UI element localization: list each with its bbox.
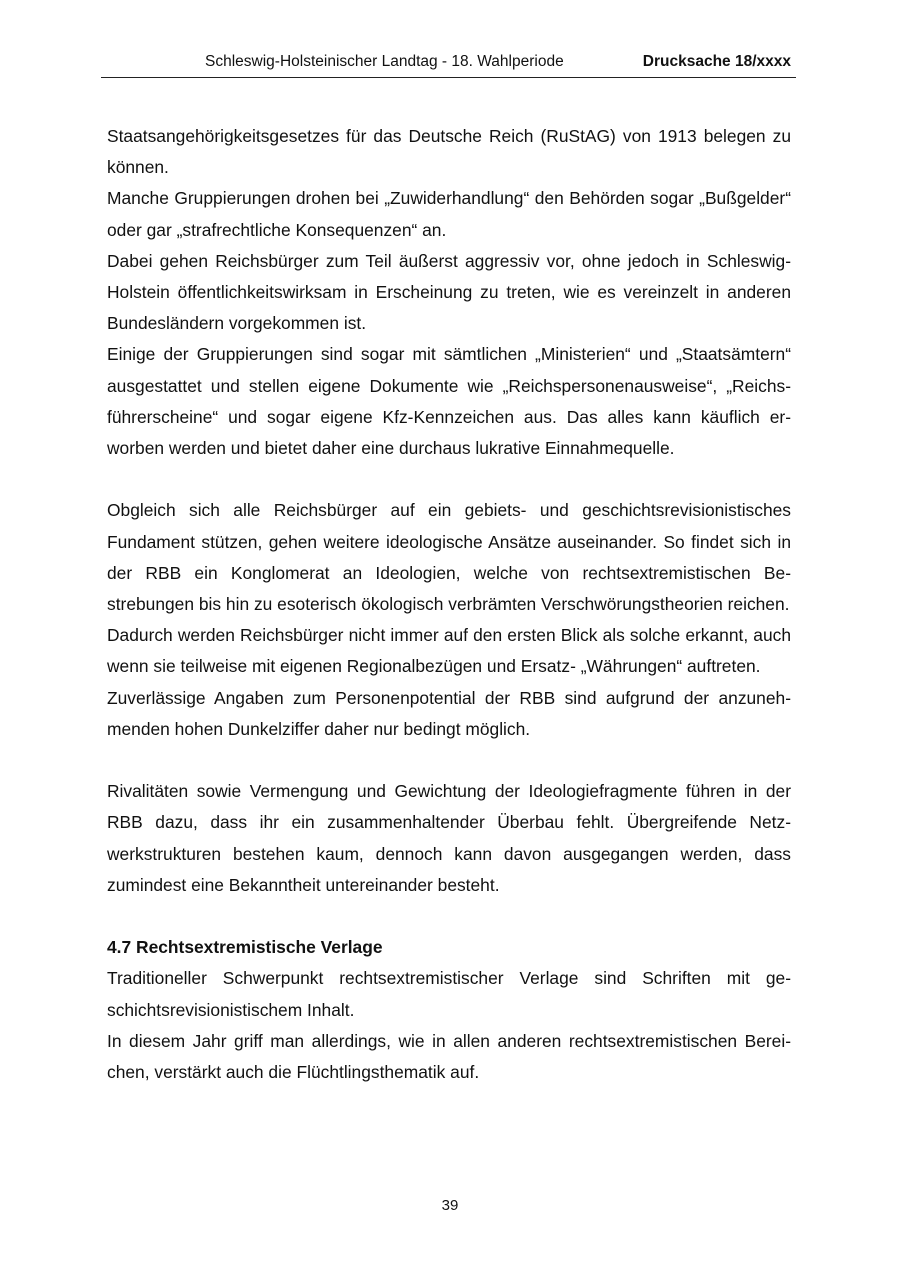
- paragraph: Dadurch werden Reichsbürger nicht immer auf den ersten Blick als solche erkannt, auch wenn sie teilweise mit eigenen Regionalbezügen und Ersatz- „Währungen“ auftreten.: [107, 625, 791, 677]
- document-body: [107, 121, 791, 1088]
- paragraph: Rivalitäten sowie Vermengung und Gewichtung der Ideologiefragmente führen in der RBB dazu, dass ihr ein zusammenhaltender Überbau fehlt. Übergreifende Netzwerkstrukturen bestehen kaum, dennoch kann davon ausgegangen werden, dass zumindest eine Bekanntheit untereinander besteht.: [107, 781, 791, 895]
- paragraph: Staatsangehörigkeitsgesetzes für das Deutsche Reich (RuStAG) von 1913 belegen zu können.: [107, 126, 791, 178]
- paragraph: Einige der Gruppierungen sind sogar mit sämtlichen „Ministerien“ und „Staatsämtern“ ausgestattet und stellen eigene Dokumente wie „Reichspersonenausweise“, „Reichsführerscheine“ und sogar eigene Kfz-Kennzeichen aus. Das alles kann käuflich erworben werden und bietet daher eine durchaus lukrative Einnahmequelle.: [107, 344, 791, 459]
- paragraph: In diesem Jahr griff man allerdings, wie in allen anderen rechtsextremistischen Bereichen, verstärkt auch die Flüchtlingsthematik auf.: [107, 1030, 791, 1083]
- page-header: [101, 51, 796, 78]
- page-number: 39: [441, 1197, 459, 1214]
- document-number: Drucksache 18/xxxx: [642, 53, 791, 70]
- paragraph: Traditioneller Schwerpunkt rechtsextremistischer Verlage sind Schriften mit geschichtsrevisionistischem Inhalt.: [107, 968, 791, 1020]
- paragraph: Manche Gruppierungen drohen bei „Zuwiderhandlung“ den Behörden sogar „Bußgelder“ oder gar „strafrechtliche Konsequenzen“ an.: [107, 188, 791, 240]
- header-title: Schleswig-Holsteinischer Landtag - 18. Wahlperiode: [205, 53, 564, 70]
- paragraph-gap: [107, 901, 791, 932]
- paragraph: Zuverlässige Angaben zum Personenpotential der RBB sind aufgrund der anzunehmenden hohen Dunkelziffer daher nur bedingt möglich.: [107, 687, 791, 739]
- paragraph-gap: [107, 464, 791, 495]
- paragraph-gap: [107, 745, 791, 776]
- paragraph: Dabei gehen Reichsbürger zum Teil äußerst aggressiv vor, ohne jedoch in Schleswig-Holstein öffentlichkeitswirksam in Erscheinung zu treten, wie es vereinzelt in anderen Bundesländern vorgekommen ist.: [107, 250, 791, 334]
- section-heading: 4.7 Rechtsextremistische Verlage: [107, 937, 383, 958]
- paragraph: Obgleich sich alle Reichsbürger auf ein gebiets- und geschichtsrevisionistisches Fundament stützen, gehen weitere ideologische Ansätze auseinander. So findet sich in der RBB ein Konglomerat an Ideologien, welche von rechtsextremistischen Bestrebungen bis hin zu esoterisch ökologisch verbrämten Verschwörungstheorien reichen.: [107, 500, 791, 615]
